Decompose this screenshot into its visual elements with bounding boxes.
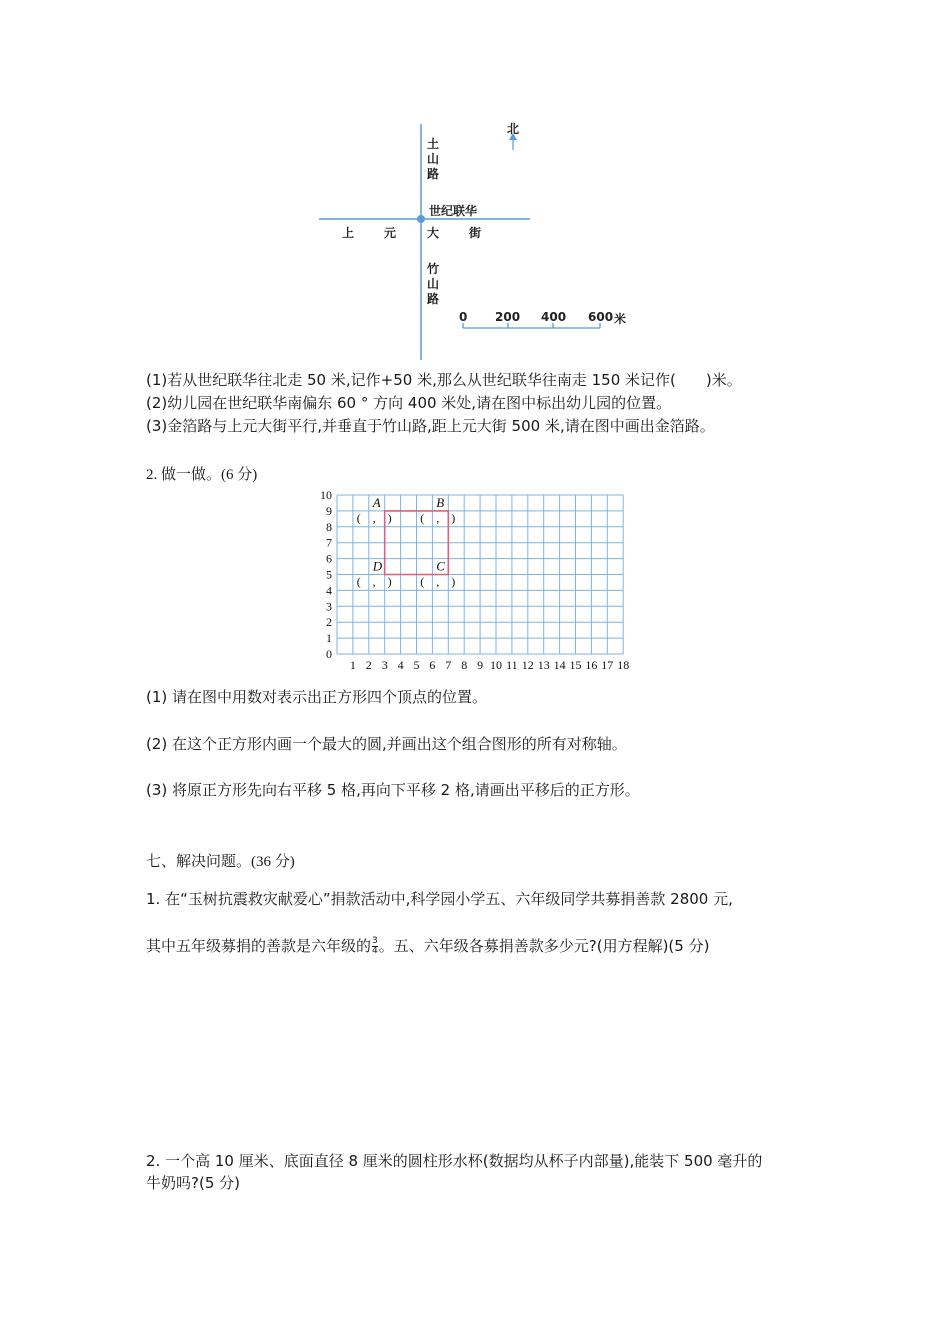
y-tick-label: 5 bbox=[326, 567, 332, 582]
street-char-1: 上 bbox=[342, 226, 355, 240]
problem1-line1: 1. 在“玉树抗震救灾献爱心”捐款活动中,科学园小学五、六年级同学共募捐善款 2800 元, bbox=[146, 890, 733, 908]
q1-item-2: (2)幼儿园在世纪联华南偏东 60 ° 方向 400 米处,请在图中标出幼儿园的位置。 bbox=[146, 394, 672, 412]
vertex-blank-b: ( , ) bbox=[420, 510, 456, 525]
vertex-label-b: B bbox=[436, 494, 445, 510]
y-tick-label: 9 bbox=[326, 503, 332, 518]
x-tick-label: 1 bbox=[349, 658, 356, 672]
scale-tick-0: 0 bbox=[459, 310, 468, 324]
scale-tick-200: 200 bbox=[495, 310, 521, 324]
y-tick-label: 10 bbox=[320, 488, 332, 502]
street-char-3: 大 bbox=[427, 226, 440, 240]
x-tick-label: 17 bbox=[601, 658, 614, 672]
fraction-three-quarters bbox=[372, 937, 378, 956]
coordinate-grid bbox=[300, 488, 640, 674]
q2-item-1: (1) 请在图中用数对表示出正方形四个顶点的位置。 bbox=[146, 688, 488, 706]
street-char-2: 元 bbox=[384, 226, 397, 240]
intersection-dot bbox=[417, 215, 425, 223]
x-tick-label: 12 bbox=[521, 658, 534, 672]
q2-title: 2. 做一做。(6 分) bbox=[146, 467, 258, 483]
problem1-text-b: 。五、六年级各募捐善款多少元?(用方程解)(5 分) bbox=[378, 937, 710, 955]
x-tick-label: 3 bbox=[381, 658, 388, 672]
y-tick-label: 3 bbox=[326, 599, 332, 614]
road-south-label: 竹山路 bbox=[426, 262, 439, 306]
problem1-line2 bbox=[146, 935, 709, 956]
vertex-blank-a: ( , ) bbox=[356, 510, 392, 525]
y-tick-label: 4 bbox=[326, 583, 332, 598]
x-tick-label: 10 bbox=[490, 658, 502, 672]
street-char-4: 街 bbox=[469, 226, 482, 240]
y-tick-label: 7 bbox=[326, 535, 332, 550]
scale-tick-400: 400 bbox=[541, 310, 567, 324]
x-tick-label: 8 bbox=[461, 658, 468, 672]
road-north-label: 土山路 bbox=[426, 137, 439, 181]
x-tick-label: 15 bbox=[569, 658, 582, 672]
y-tick-label: 0 bbox=[326, 647, 332, 661]
scale-unit: 米 bbox=[614, 312, 627, 326]
x-tick-label: 6 bbox=[429, 658, 436, 672]
problem1-text-a: 其中五年级募捐的善款是六年级的 bbox=[146, 937, 372, 955]
q2-item-3: (3) 将原正方形先向右平移 5 格,再向下平移 2 格,请画出平移后的正方形。 bbox=[146, 781, 640, 799]
north-label: 北 bbox=[507, 122, 520, 136]
problem2-line2: 牛奶吗?(5 分) bbox=[146, 1174, 240, 1192]
scale-tick-600: 600 bbox=[588, 310, 614, 324]
vertex-label-a: A bbox=[372, 494, 381, 510]
x-tick-label: 18 bbox=[617, 658, 630, 672]
fraction-denominator: 4 bbox=[372, 946, 378, 956]
y-tick-label: 6 bbox=[326, 551, 332, 566]
fraction-numerator: 3 bbox=[372, 936, 378, 946]
y-tick-label: 1 bbox=[326, 631, 332, 646]
y-tick-label: 2 bbox=[326, 615, 332, 630]
vertex-label-d: D bbox=[372, 558, 383, 574]
x-tick-label: 4 bbox=[397, 658, 404, 672]
x-tick-label: 11 bbox=[506, 658, 518, 672]
intersection-label: 世纪联华 bbox=[429, 204, 478, 218]
x-tick-label: 16 bbox=[585, 658, 598, 672]
problem2-line1: 2. 一个高 10 厘米、底面直径 8 厘米的圆柱形水杯(数据均从杯子内部量),能装下 500 毫升的 bbox=[146, 1152, 763, 1170]
q1-item-3: (3)金箔路与上元大街平行,并垂直于竹山路,距上元大街 500 米,请在图中画出金箔路。 bbox=[146, 417, 715, 435]
vertex-label-c: C bbox=[436, 558, 445, 574]
map-lines bbox=[0, 0, 950, 380]
x-tick-label: 2 bbox=[365, 658, 372, 672]
vertex-blank-d: ( , ) bbox=[356, 574, 392, 589]
x-tick-label: 13 bbox=[537, 658, 550, 672]
x-tick-label: 9 bbox=[477, 658, 484, 672]
y-tick-label: 8 bbox=[326, 519, 332, 534]
x-tick-label: 14 bbox=[553, 658, 566, 672]
q2-item-2: (2) 在这个正方形内画一个最大的圆,并画出这个组合图形的所有对称轴。 bbox=[146, 735, 627, 753]
vertex-blank-c: ( , ) bbox=[420, 574, 456, 589]
x-tick-label: 7 bbox=[445, 658, 452, 672]
x-tick-label: 5 bbox=[413, 658, 420, 672]
q1-item-1: (1)若从世纪联华往北走 50 米,记作+50 米,那么从世纪联华往南走 150 米记作( )米。 bbox=[146, 371, 742, 389]
section7-title: 七、解决问题。(36 分) bbox=[146, 854, 295, 870]
